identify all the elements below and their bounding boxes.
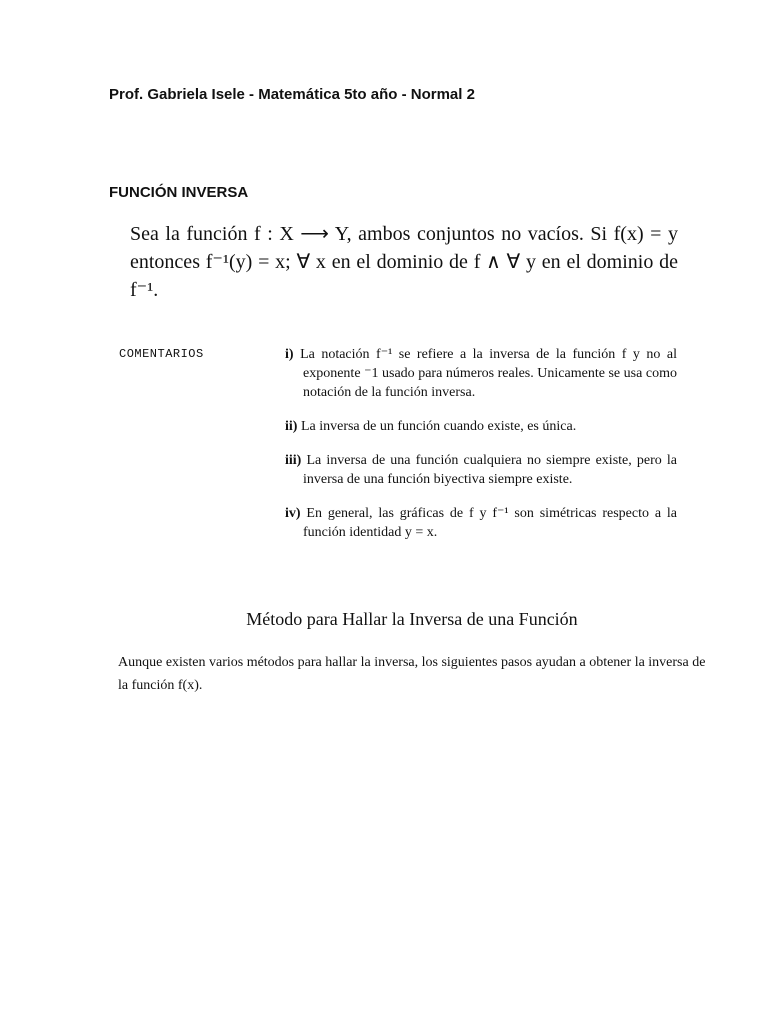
comment-number: iii): [285, 453, 302, 468]
comment-number: i): [285, 347, 294, 362]
document-header: Prof. Gabriela Isele - Matemática 5to año - Normal 2: [109, 86, 475, 103]
section-title: FUNCIÓN INVERSA: [109, 184, 249, 201]
comment-item: [285, 504, 677, 542]
comment-item: [285, 345, 677, 402]
comment-text: En general, las gráficas de f y f⁻¹ son simétricas respecto a la función identidad y = x.: [303, 506, 677, 540]
comment-text: La inversa de una función cualquiera no siempre existe, pero la inversa de una función biyectiva siempre existe.: [303, 453, 677, 487]
definition-paragraph: Sea la función f : X ⟶ Y, ambos conjuntos no vacíos. Si f(x) = y entonces f⁻¹(y) = x; ∀ x en el dominio de f ∧ ∀ y en el dominio de f⁻¹.: [130, 223, 678, 301]
comment-item: [285, 451, 677, 489]
comment-number: iv): [285, 506, 301, 521]
comment-number: ii): [285, 419, 298, 434]
comment-text: La inversa de un función cuando existe, es única.: [300, 419, 577, 434]
comments-list: [285, 345, 677, 557]
method-paragraph: Aunque existen varios métodos para hallar la inversa, los siguientes pasos ayudan a obtener la inversa de la función f(x).: [118, 655, 706, 693]
method-title: Método para Hallar la Inversa de una Función: [246, 609, 578, 629]
comment-text: La notación f⁻¹ se refiere a la inversa de la función f y no al exponente ⁻1 usado para números reales. Unicamente se usa como notación de la función inversa.: [300, 347, 677, 400]
comments-label: COMENTARIOS: [119, 347, 204, 361]
comment-item: [285, 417, 677, 436]
